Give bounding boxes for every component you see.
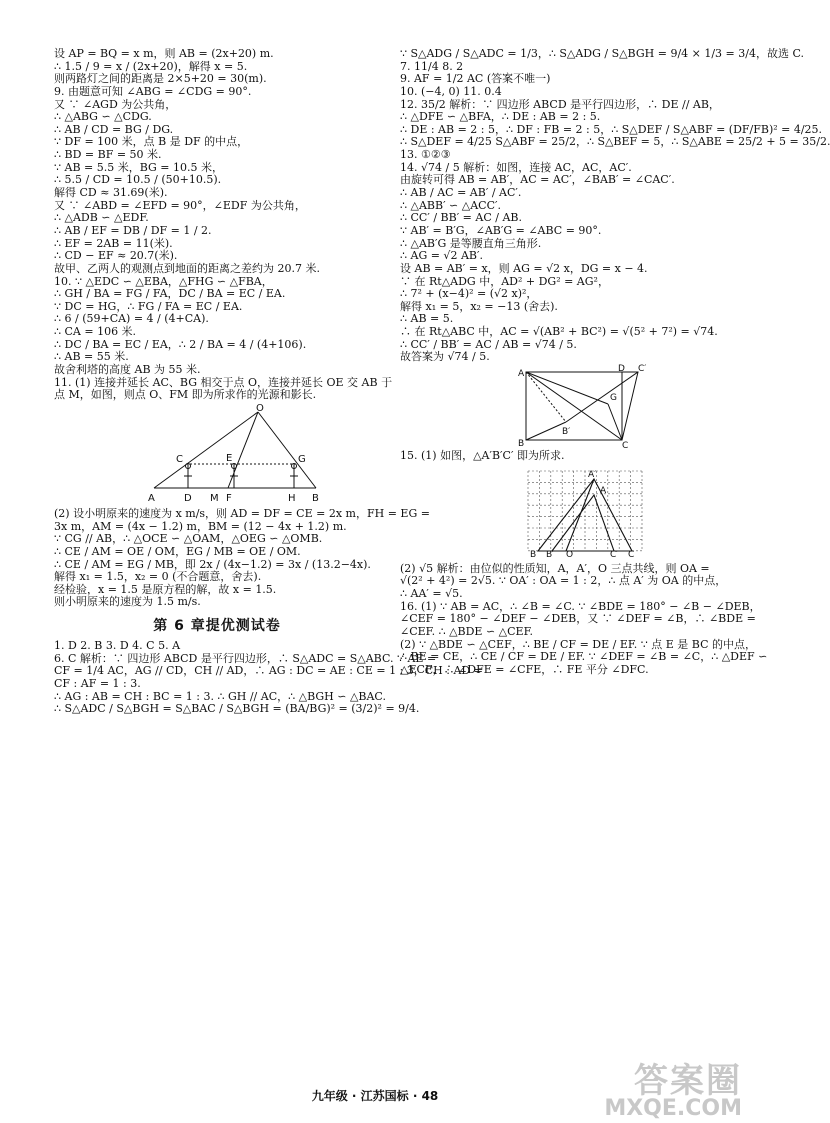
watermark-logo (604, 1061, 742, 1121)
figure-label: A (600, 485, 607, 496)
text-line: 15. (1) 如图，△A′B′C′ 即为所求. (400, 449, 565, 463)
figure-label: O (566, 549, 574, 560)
text-line: ∴ AA′ = √5. (400, 586, 463, 600)
figure-label: G (610, 393, 617, 404)
text-line: ∴ AG : AB = CH : BC = 1 : 3. ∴ GH // AC，∴ △BGH ∽ △BAC. (54, 689, 386, 703)
text-line: 7. 11/4 8. 2 (400, 59, 464, 73)
solution-lines-15-16 (400, 561, 768, 677)
text-line: ∵ S△ADG / S△ADC = 1/3，∴ S△ADG / S△BGH = 9/4 × 1/3 = 3/4，故选 C. (400, 47, 804, 60)
figure-label: B (518, 439, 525, 450)
figure-label: D (618, 364, 625, 375)
text-line: ∴ CC′ / BB′ = AC / AB = √74 / 5. (400, 337, 577, 351)
text-line: ∴ CE / AM = EG / MB，即 2x / (4x−1.2) = 3x / (13.2−4x). (54, 557, 371, 571)
text-line: 14. √74 / 5 解析：如图，连接 AC，AC，AC′. (400, 160, 632, 174)
text-line: ∴ △ADB ∽ △EDF. (54, 211, 149, 225)
text-line: 解得 x₁ = 5，x₂ = −13 (舍去). (400, 299, 558, 313)
text-line: ∴ CE / AM = OE / OM，EG / MB = OE / OM. (54, 544, 301, 558)
text-line: ∴ S△ADC / S△BGH = S△BAC / S△BGH = (BA/BG)² = (3/2)² = 9/4. (54, 702, 420, 716)
text-line: ∴ △ABG ∽ △CDG. (54, 110, 152, 124)
text-line: 点 M，如图，则点 O、FM 即为所求作的光源和影长. (54, 388, 317, 402)
figure-label: C (628, 549, 635, 560)
text-line: CF : AF = 1 : 3. (54, 676, 141, 690)
text-line: ∵ 在 Rt△ADG 中，AD² + DG² = AG²， (400, 274, 609, 288)
text-line: ∴ AB = 5. (400, 312, 454, 326)
text-line: ∵ AB′ = B′G，∠AB′G = ∠ABC = 90°. (400, 223, 602, 237)
text-line: CF = 1/4 AC，AG // CD，CH // AD，∴ AG : DC = AE : CE = 1 : 3，CH : AD = (54, 664, 483, 678)
text-line: ∴ BD = BF = 50 米. (54, 148, 162, 162)
text-line: 则小明原来的速度为 1.5 m/s. (54, 595, 201, 609)
text-line: ∠CEF = 180° − ∠DEF − ∠DEB，又 ∵ ∠DEF = ∠B，∴ ∠BDE = (400, 612, 756, 626)
figure-label: C (622, 441, 629, 452)
figure-label: A (148, 492, 155, 504)
text-line: ∴ △AB′G 是等腰直角三角形. (400, 236, 542, 250)
solution-lines-8-11 (54, 47, 393, 402)
text-line: ∵ CG // AB，∴ △OCE ∽ △OAM，△OEG ∽ △OMB. (54, 532, 323, 546)
text-line: 故答案为 √74 / 5. (400, 350, 490, 364)
figure-label: F (226, 492, 232, 504)
text-line: ∴ DE : AB = 2 : 5，∴ DF : FB = 2 : 5，∴ S△DEF / S△ABF = (DF/FB)² = 4/25. (400, 122, 823, 136)
text-line: △ECF，∴ ∠DFE = ∠CFE，∴ FE 平分 ∠DFC. (400, 662, 649, 676)
figure-label: M (210, 492, 219, 504)
text-line: 13. ①②③ (400, 148, 451, 162)
text-line: 9. AF = 1/2 AC (答案不唯一) (400, 72, 551, 86)
text-line: 11. (1) 连接并延长 AC、BG 相交于点 O，连接并延长 OE 交 AB 于 (54, 375, 393, 389)
text-line: 10. (−4, 0) 11. 0.4 (400, 84, 502, 98)
text-line: ∴ CA = 106 米. (54, 325, 137, 339)
text-line: ∵ DF = 100 米，点 B 是 DF 的中点， (54, 135, 249, 149)
text-line: 则两路灯之间的距离是 2×5+20 = 30(m). (54, 72, 267, 86)
figure-label: E (226, 452, 233, 464)
page-footer: 九年级 · 江苏国标 · 48 (311, 1089, 439, 1103)
text-line: ∴ AB = 55 米. (54, 350, 129, 364)
figure-label: B′ (546, 549, 555, 560)
text-line: √(2² + 4²) = 2√5. ∵ OA′ : OA = 1 : 2，∴ 点 A′ 为 OA 的中点， (400, 574, 727, 588)
figure-label: A (518, 369, 525, 380)
text-line: ∴ EF = 2AB = 11(米). (54, 236, 173, 250)
text-line: ∴ 6 / (59+CA) = 4 / (4+CA). (54, 312, 209, 326)
figure-label: A′ (588, 469, 597, 480)
text-line: ∴ AB / EF = DB / DF = 1 / 2. (54, 223, 212, 237)
text-line: 经检验，x = 1.5 是原方程的解，故 x = 1.5. (54, 582, 277, 596)
figure-15-grid (522, 467, 648, 559)
text-line: (2) √5 解析：由位似的性质知，A，A′，O 三点共线，则 OA = (400, 561, 710, 575)
solution-lines-6-14 (400, 47, 830, 364)
text-line: ∴ 1.5 / 9 = x / (2x+20)，解得 x = 5. (54, 59, 248, 73)
solution-lines-ch6 (54, 639, 483, 716)
text-line: ∴ △ABB′ ∽ △ACC′. (400, 198, 502, 212)
text-line: ∠CEF. ∴ △BDE ∽ △CEF. (400, 624, 533, 638)
text-line: (2) ∵ △BDE ∽ △CEF，∴ BE / CF = DE / EF. ∵ 点 E 是 BC 的中点， (400, 637, 756, 651)
text-line: ∴ 5.5 / CD = 10.5 / (50+10.5). (54, 173, 222, 187)
text-line: ∴ AB / CD = BG / DG. (54, 122, 174, 136)
text-line: ∴ S△DEF = 4/25 S△ABF = 25/2，∴ S△BEF = 5，∴ S△ABE = 25/2 + 5 = 35/2. (400, 135, 830, 149)
text-line: ∵ AB = 5.5 米，BG = 10.5 米， (54, 160, 223, 174)
figure-label: C′ (638, 364, 647, 375)
figure-label: C′ (610, 549, 619, 560)
text-line: 设 AB = AB′ = x，则 AG = √2 x，DG = x − 4. (400, 261, 648, 275)
text-line: 9. 由题意可知 ∠ABG = ∠CDG = 90°. (54, 84, 252, 98)
text-line: 解得 x₁ = 1.5，x₂ = 0 (不合题意，舍去). (54, 570, 262, 584)
text-line: 故舍利塔的高度 AB 为 55 米. (54, 363, 201, 377)
figure-label: B (312, 492, 319, 504)
text-line: 又 ∵ ∠AGD 为公共角， (54, 97, 177, 111)
text-line: 10. ∵ △EDC ∽ △EBA，△FHG ∽ △FBA， (54, 274, 273, 288)
text-line: 由旋转可得 AB = AB′，AC = AC′，∠BAB′ = ∠CAC′. (400, 173, 675, 187)
figure-label: C (176, 453, 183, 465)
figure-14-rotation (518, 364, 648, 452)
text-line: ∴ 在 Rt△ABC 中，AC = √(AB² + BC²) = √(5² + 7²) = √74. (400, 325, 718, 339)
text-line: 设 AP = BQ = x m，则 AB = (2x+20) m. (54, 47, 274, 60)
figure-11-light-source (146, 402, 346, 506)
text-line: 1. D 2. B 3. D 4. C 5. A (54, 639, 181, 653)
solution-lines-15-1 (400, 450, 730, 463)
text-line: 解得 CD ≈ 31.69(米). (54, 186, 168, 200)
figure-label: B′ (562, 427, 571, 438)
figure-label: G (298, 453, 306, 465)
text-line: ∴ 7² + (x−4)² = (√2 x)²， (400, 287, 538, 301)
text-line: ∴ DC / BA = EC / EA，∴ 2 / BA = 4 / (4+106). (54, 337, 307, 351)
text-line: ∴ BE = CE，∴ CE / CF = DE / EF. ∵ ∠DEF = ∠B = ∠C，∴ △DEF ∽ (400, 650, 768, 664)
figure-label: D (184, 492, 192, 504)
text-line: 3x m，AM = (4x − 1.2) m，BM = (12 − 4x + 1.2) m. (54, 519, 347, 533)
text-line: (2) 设小明原来的速度为 x m/s，则 AD = DF = CE = 2x m，FH = EG = (54, 506, 430, 520)
text-line: ∴ CC′ / BB′ = AC / AB. (400, 211, 522, 225)
text-line: ∴ GH / BA = FG / FA，DC / BA = EC / EA. (54, 287, 286, 301)
text-line: ∵ DC = HG，∴ FG / FA = EC / EA. (54, 299, 243, 313)
right-column (400, 47, 830, 676)
watermark-line1: 答案圈 (634, 1061, 742, 1101)
section-title: 第 6 章提优测试卷 (153, 618, 281, 635)
text-line: 6. C 解析：∵ 四边形 ABCD 是平行四边形，∴ S△ADC = S△ABC. ∵ AE = (54, 651, 437, 665)
figure-label: B (530, 549, 537, 560)
text-line: ∴ AB / AC = AB′ / AC′. (400, 186, 522, 200)
text-line: 又 ∵ ∠ABD = ∠EFD = 90°，∠EDF 为公共角， (54, 198, 306, 212)
text-line: 故甲、乙两人的观测点到地面的距离之差约为 20.7 米. (54, 261, 320, 275)
watermark-line2: MXQE.COM (604, 1096, 742, 1121)
figure-label: H (288, 492, 296, 504)
figure-label: O (256, 402, 264, 414)
text-line: ∴ CD − EF ≈ 20.7(米). (54, 249, 178, 263)
text-line: ∴ △DFE ∽ △BFA，∴ DE : AB = 2 : 5. (400, 110, 601, 124)
solution-lines-11-2 (54, 506, 430, 609)
text-line: 16. (1) ∵ AB = AC，∴ ∠B = ∠C. ∵ ∠BDE = 180° − ∠B − ∠DEB， (400, 599, 761, 613)
text-line: ∴ AG = √2 AB′. (400, 249, 483, 263)
text-line: 12. 35/2 解析：∵ 四边形 ABCD 是平行四边形，∴ DE // AB， (400, 97, 720, 111)
